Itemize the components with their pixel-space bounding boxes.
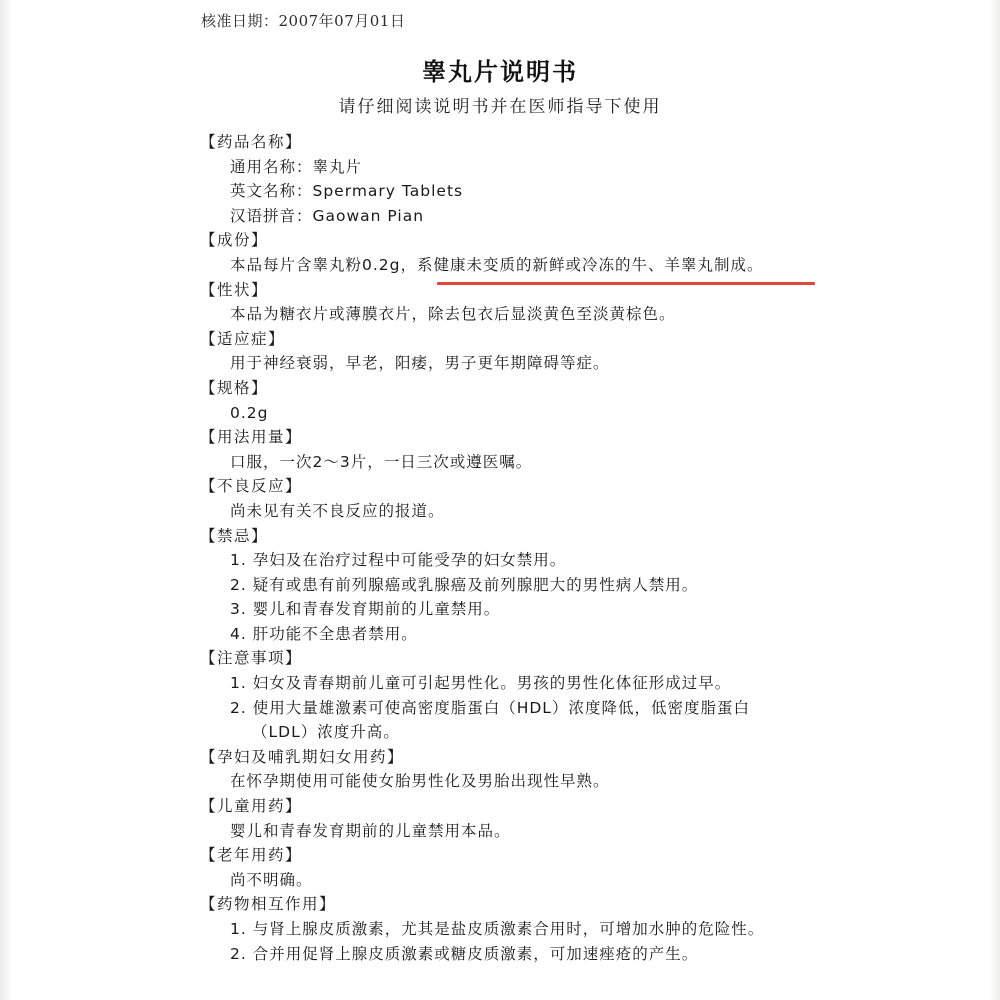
interaction-item: 1. 与肾上腺皮质激素，尤其是盐皮质激素合用时，可增加水肿的危险性。: [230, 920, 765, 938]
section-heading-pediatric: 【儿童用药】: [200, 797, 303, 816]
section-heading-properties: 【性状】: [200, 280, 269, 299]
red-underline-marking: [437, 282, 815, 285]
section-heading-drug-name: 【药品名称】: [200, 133, 303, 151]
approval-date: 核准日期：2007年07月01日: [201, 12, 406, 30]
contraindication-item: 1. 孕妇及在治疗过程中可能受孕的妇女禁用。: [230, 551, 567, 570]
section-heading-ingredients: 【成份】: [200, 231, 269, 250]
interaction-item: 2. 合并用促肾上腺皮质激素或糖皮质激素，可加速痤疮的产生。: [230, 944, 699, 963]
section-heading-geriatric: 【老年用药】: [200, 846, 303, 865]
pregnancy-text: 在怀孕期使用可能使女胎男性化及男胎出现性早熟。: [230, 772, 610, 791]
section-heading-dosage: 【用法用量】: [200, 428, 303, 447]
paper-edge-shadow-left: [0, 0, 12, 1000]
section-heading-contraindications: 【禁忌】: [200, 526, 269, 545]
contraindication-item: 3. 婴儿和青春发育期前的儿童禁用。: [230, 600, 501, 619]
precaution-item: 2. 使用大量雄激素可使高密度脂蛋白（HDL）浓度降低，低密度脂蛋白: [230, 698, 750, 717]
ingredients-text: [200, 253, 840, 278]
paper-edge-shadow-right: [990, 0, 1000, 1000]
dosage-text: 口服，一次2～3片，一日三次或遵医嘱。: [230, 452, 533, 471]
adverse-reactions-text: 尚未见有关不良反应的报道。: [230, 501, 445, 520]
pediatric-text: 婴儿和青春发育期前的儿童禁用本品。: [230, 821, 511, 840]
section-heading-specification: 【规格】: [200, 378, 269, 397]
section-heading-indications: 【适应症】: [200, 329, 286, 348]
specification-text: 0.2g: [230, 403, 269, 422]
precaution-item: 1. 妇女及青春期前儿童可引起男性化。男孩的男性化体征形成过早。: [230, 674, 732, 693]
section-heading-pregnancy: 【孕妇及哺乳期妇女用药】: [200, 747, 405, 766]
pinyin-name: 汉语拼音：Gaowan Pian: [230, 206, 425, 225]
ingredients-text-part2-highlighted: 系健康未变质的新鲜或冷冻的牛、羊睾丸制成。: [417, 255, 764, 274]
precaution-item-continuation: （LDL）浓度升高。: [252, 723, 400, 742]
properties-text: 本品为糖衣片或薄膜衣片，除去包衣后显淡黄色至淡黄棕色。: [230, 305, 676, 324]
section-heading-interactions: 【药物相互作用】: [200, 895, 337, 914]
document-title: 睾丸片说明书: [422, 58, 578, 86]
indications-text: 用于神经衰弱，早老，阳痿，男子更年期障碍等症。: [230, 354, 610, 373]
english-name: 英文名称：Spermary Tablets: [230, 182, 464, 201]
contraindication-item: 4. 肝功能不全患者禁用。: [230, 624, 418, 643]
section-heading-precautions: 【注意事项】: [200, 649, 303, 668]
leaflet-body: [200, 130, 840, 966]
document-subtitle: 请仔细阅读说明书并在医师指导下使用: [338, 97, 662, 117]
geriatric-text: 尚不明确。: [230, 870, 313, 889]
generic-name: 通用名称：睾丸片: [230, 157, 363, 176]
section-heading-adverse-reactions: 【不良反应】: [200, 477, 303, 496]
contraindication-item: 2. 疑有或患有前列腺癌或乳腺癌及前列腺肥大的男性病人禁用。: [230, 575, 699, 594]
ingredients-text-part1: 本品每片含睾丸粉0.2g，: [230, 255, 417, 274]
